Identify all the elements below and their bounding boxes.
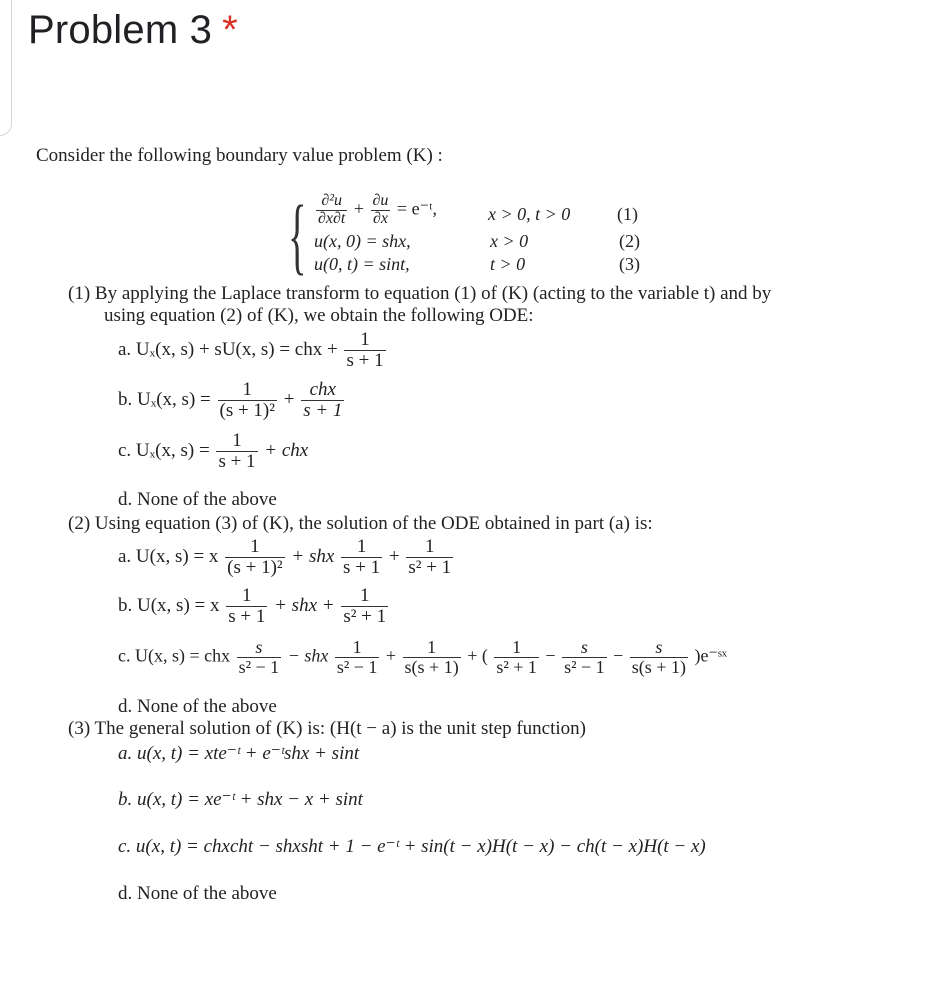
- q1-option-a[interactable]: a. Uₓ(x, s) + sU(x, s) = chx + $\frac{1}{s + 1}$: [118, 329, 384, 371]
- eq1-tag: (1): [617, 204, 638, 224]
- q1-stem-line1: (1) By applying the Laplace transform to equation (1) of (K) (acting to the variable t) and by: [68, 283, 772, 304]
- eq3-tag: (3): [619, 254, 640, 274]
- q2-option-d[interactable]: d. None of the above: [118, 696, 277, 717]
- required-asterisk: *: [222, 8, 238, 52]
- question-title-text: Problem 3: [28, 8, 213, 52]
- q1-stem-line2: using equation (2) of (K), we obtain the following ODE:: [104, 305, 534, 326]
- equation-2: u(x, 0) = shx,: [314, 231, 411, 251]
- eq2-tag: (2): [619, 231, 640, 251]
- system-brace: {: [288, 187, 307, 283]
- q2-stem: (2) Using equation (3) of (K), the solution of the ODE obtained in part (a) is:: [68, 513, 653, 534]
- q2-option-b[interactable]: b. U(x, s) = x $\frac{1}{s + 1}$ + shx + $\frac{1}{\text{s² + 1}}$: [118, 585, 387, 627]
- question-title: [28, 8, 238, 53]
- q2-option-c[interactable]: c. U(x, s) = chx $\frac{s}{\text{s² − 1}}$ − shx $\frac{1}{\text{s² − 1}}$ + $\frac{1}{s(s + 1)}$ + ( $\frac{1}{\text{s² + 1}}$ − $\frac{s}{\text{s² − 1}}$ − $\frac{s}{s(s + 1)}$ )e⁻ˢˣ: [118, 637, 727, 677]
- q3-option-b[interactable]: b. u(x, t) = xe⁻ᵗ + shx − x + sint: [118, 789, 363, 810]
- eq1-condition: x > 0, t > 0: [488, 204, 571, 224]
- card-border: [0, 0, 12, 136]
- problem-intro: Consider the following boundary value problem (K) :: [36, 145, 443, 166]
- q1-option-d[interactable]: d. None of the above: [118, 489, 277, 510]
- eq1-fraction-a: $\frac{\text{∂²u}}{\partial x\partial t}$: [318, 192, 346, 227]
- eq2-condition: x > 0: [490, 231, 529, 251]
- q3-stem: (3) The general solution of (K) is: (H(t − a) is the unit step function): [68, 718, 586, 739]
- q1-option-c[interactable]: c. Uₓ(x, s) = $\frac{1}{s + 1}$ + chx: [118, 430, 309, 472]
- q3-option-a[interactable]: a. u(x, t) = xte⁻ᵗ + e⁻ᵗshx + sint: [118, 743, 360, 764]
- q1-option-b[interactable]: b. Uₓ(x, s) = $\frac{1}{\text{(s + 1)²}}$ + $\frac{\text{chx}}{s + 1}$: [118, 379, 343, 421]
- equation-1: $\frac{\text{∂²u}}{\partial x\partial t}$ + $\frac{\partial u}{\partial x}$ = e⁻ᵗ,: [318, 192, 438, 227]
- eq1-fraction-b: $\frac{\partial u}{\partial x}$: [372, 192, 389, 227]
- q2-option-a[interactable]: a. U(x, s) = x $\frac{1}{\text{(s + 1)²}}$ + shx $\frac{1}{s + 1}$ + $\frac{1}{\text{s² + 1}}$: [118, 536, 452, 578]
- q3-option-d[interactable]: d. None of the above: [118, 883, 277, 904]
- q3-option-c[interactable]: c. u(x, t) = chxcht − shxsht + 1 − e⁻ᵗ + sin(t − x)H(t − x) − ch(t − x)H(t − x): [118, 836, 706, 857]
- eq3-condition: t > 0: [490, 254, 526, 274]
- equation-3: u(0, t) = sint,: [314, 254, 410, 274]
